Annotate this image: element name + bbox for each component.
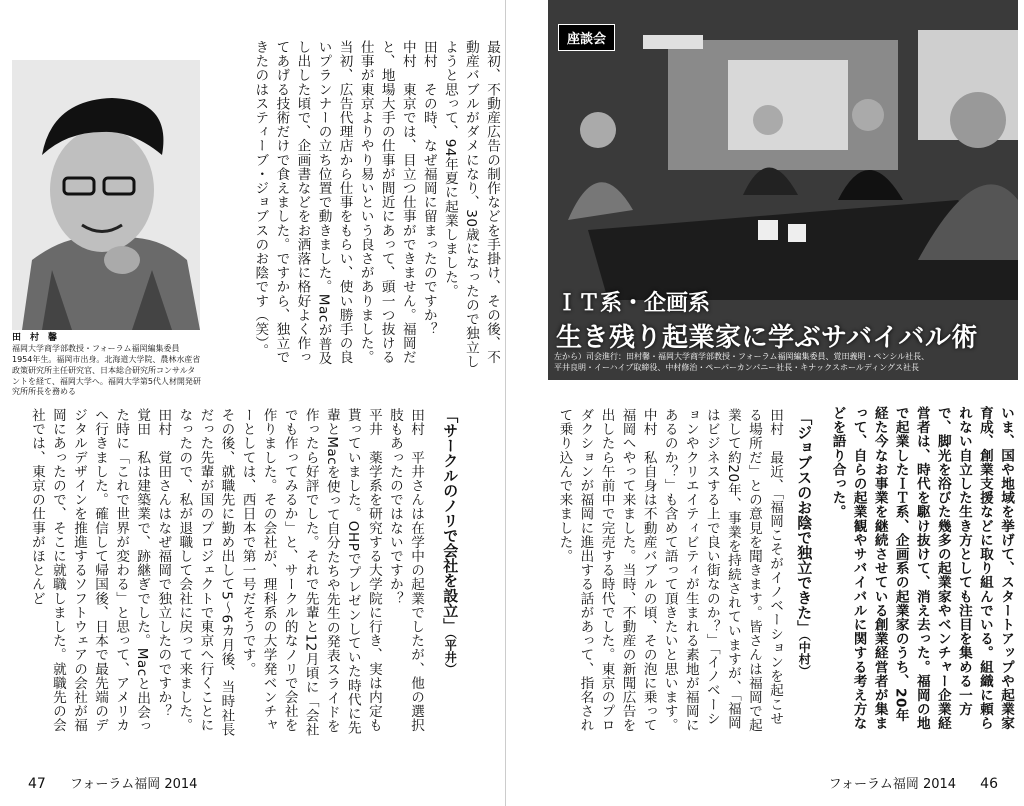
caption-line: 左から）司会進行：田村馨・福岡大学商学部教授・フォーラム福岡編集委員、覚田義明・ペンシル社長、 xyxy=(554,352,930,361)
right-footer xyxy=(829,773,998,792)
meeting-photo xyxy=(548,0,1018,380)
photo-caption xyxy=(554,351,929,373)
page-number: 46 xyxy=(980,776,998,792)
title-line2: 生き残り起業家に学ぶサバイバル術 xyxy=(556,323,978,353)
title-line1: ＩＴ系・企画系 xyxy=(556,291,711,316)
footer-title: フォーラム福岡 2014 xyxy=(828,777,957,792)
right-body-text xyxy=(540,408,785,738)
paragraph: 平井 薬学系を研究する大学院に行き、実は内定も貰っていました。OHPでプレゼンしていた時代に先輩とMacを使って自分たちや先生の発表スライドを作ったら好評でした。それで先輩と12月頃に「会社でも作ってみるか」と、サークル的なノリで会社を作りました。その会社が、理科系の大学発ベンチャーとしては、西日本で第一号だそうです。 xyxy=(239,408,382,737)
paragraph: 田村 覚田さんはなぜ福岡で独立したのですか？ xyxy=(155,408,172,719)
caption-line: 平井良明・イーハイブ取締役、中村修治・ペーパーカンパニー社長・キナックスホールディングス社長 xyxy=(554,363,919,373)
paragraph: 田村 その時、なぜ福岡に留まったのですか？ xyxy=(420,40,437,337)
heading-text: 「ジョブスのお陰で独立できた」 xyxy=(795,410,814,635)
caption-bio: 1954年生。福岡市出身。北海道大学院、農林水産省政策研究所主任研究官、日本総合研究所コンサルタントを経て、福岡大学へ。福岡大学第5代人材開発研究所所長を務める xyxy=(12,354,201,397)
caption-role: 福岡大学商学部教授・フォーラム福岡編集委員 xyxy=(12,344,180,354)
heading-speaker: （中村） xyxy=(797,635,812,677)
lead-paragraph: いま、国や地域を挙げて、スタートアップや起業家育成、創業支援などに取り組んでいる。組織に頼られない自立した生き方としても注目を集める一方で、脚光を浴びた幾多の起業家やベンチャー企業経営者は、時代を駆け抜けて、消え去った。福岡の地で起業したＩＴ系、企画系の起業家のうち、20年経た今なお事業を継続させている創業経営者が集まって、自らの起業観やサバイバルに関する考え方などを語り合った。 xyxy=(829,406,1014,731)
gutter xyxy=(505,0,506,806)
paragraph: その後、就職先に勤め出して5〜6カ月後、当時社長だった先輩が国のプロジェクトで東京へ行くことになったので、私が退職して会社に戻って来ました。 xyxy=(176,408,235,737)
heading-speaker: （平井） xyxy=(443,633,458,675)
title-block xyxy=(556,286,978,354)
portrait-caption xyxy=(12,332,202,398)
right-section-heading xyxy=(792,410,815,730)
lead-text xyxy=(829,406,1016,736)
portrait-photo xyxy=(12,60,200,330)
heading-text: 「サークルのノリで会社を設立」 xyxy=(441,408,460,633)
footer-title: フォーラム福岡 2014 xyxy=(69,777,198,792)
caption-name: 田 村 馨 xyxy=(12,333,58,343)
paragraph: 覚田 私は建築業で、跡継ぎでした。Macと出会った時に「これで世界が変わる」と思って、アメリカへ行きました。確信して帰国後、日本で最先端のデジタルデザインを推進するソフトウェアの会社が福岡にあったので、そこに就職しました。就職先の会社では、東京の仕事がほとんど xyxy=(28,408,151,734)
paragraph: 田村 平井さんは在学中の起業でしたが、他の選択肢もあったのではないですか？ xyxy=(386,408,424,733)
paragraph: 最初、不動産広告の制作などを手掛け、その後、不動産バブルがダメになり、30歳になったので独立しようと思って、94年夏に起業しました。 xyxy=(441,40,500,369)
left-upper-text xyxy=(212,40,502,378)
paragraph: 田村 最近、「福岡こそがイノベーションを起こせる場所だ」との意見を聞きます。皆さんは福岡で起業して約20年、事業を持続されていますが、「福岡はビジネスする上で良い街なのか？」「イノベーションやクリエイティビティが生まれる素地が福岡にあるのか？」も含めて語って頂きたいと思います。 xyxy=(661,408,783,733)
portrait-illustration xyxy=(12,60,200,330)
page-number: 47 xyxy=(28,776,46,792)
paragraph: 当初、広告代理店から仕事をもらい、使い勝手の良いプランナーの立ち位置で動きました。Macが普及し出した頃で、企画書などをお洒落に格好よく作ってあげる技術だけで食えました。ですから、独立できたのはスティーブ・ジョブスのお陰です（笑）。 xyxy=(252,40,353,366)
roundtable-badge: 座談会 xyxy=(558,24,615,51)
paragraph: 中村 東京では、目立つ仕事ができません。福岡だと、地場大手の仕事が間近にあって、頭一つ抜ける仕事が東京よりやり易いという良さがありました。 xyxy=(357,40,416,365)
paragraph: 中村 私自身は不動産バブルの頃、その泡に乗って福岡へやって来ました。当時、不動産の新聞広告を出したら午前中で完売する時代でした。東京のプロダクションが福岡に進出する話があって、指名されて乗り込んで来ました。 xyxy=(556,408,657,733)
left-footer xyxy=(28,773,197,792)
left-section-heading xyxy=(438,408,461,728)
left-lower-text xyxy=(6,408,426,738)
